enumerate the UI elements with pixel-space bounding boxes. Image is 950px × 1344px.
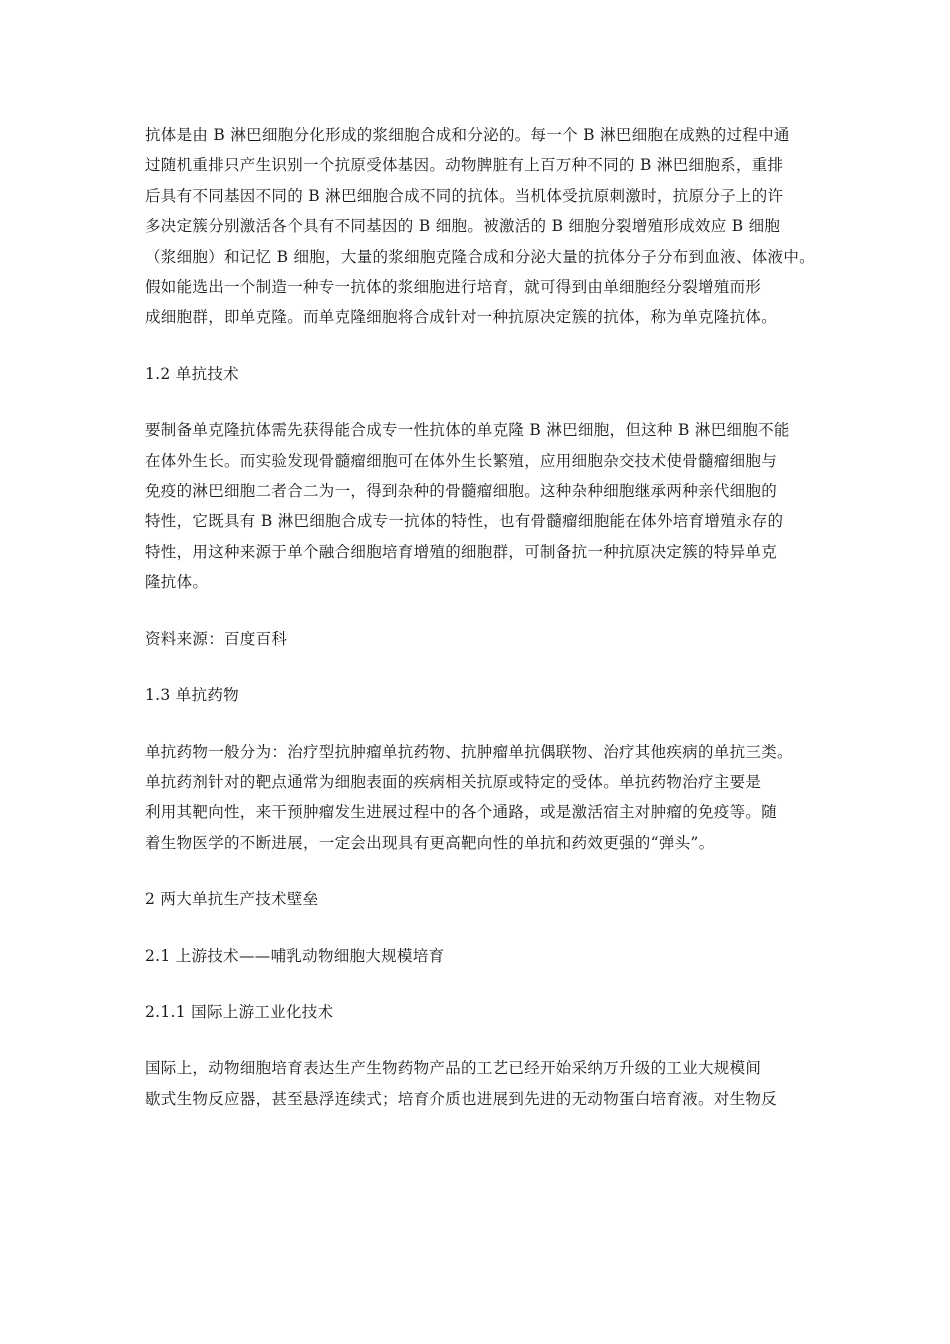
text-line: 免疫的淋巴细胞二者合二为一，得到杂种的骨髓瘤细胞。这种杂种细胞继承两种亲代细胞的 [145,482,778,501]
text-line: 过随机重排只产生识别一个抗原受体基因。动物脾脏有上百万种不同的 B 淋巴细胞系，重排 [145,156,784,175]
section-heading-2-1-1: 2.1.1 国际上游工业化技术 [145,1002,334,1021]
text-line: （浆细胞）和记忆 B 细胞，大量的浆细胞克隆合成和分泌大量的抗体分子分布到血液、体液中。 [145,247,815,266]
section-heading-2-1: 2.1 上游技术——哺乳动物细胞大规模培育 [145,946,445,965]
text-line: 抗体是由 B 淋巴细胞分化形成的浆细胞合成和分泌的。每一个 B 淋巴细胞在成熟的过程中通 [145,126,790,144]
paragraph-mab-technique [145,415,825,597]
text-line: 隆抗体。 [145,573,209,592]
text-line: 利用其靶向性，来干预肿瘤发生进展过程中的各个通路，或是激活宿主对肿瘤的免疫等。随 [145,803,778,822]
text-line: 着生物医学的不断进展，一定会出现具有更高靶向性的单抗和药效更强的“弹头”。 [145,833,715,852]
text-line: 特性，它既具有 B 淋巴细胞合成专一抗体的特性，也有骨髓瘤细胞能在体外培育增殖永存的 [145,512,784,531]
text-line: 要制备单克隆抗体需先获得能合成专一性抗体的单克隆 B 淋巴细胞，但这种 B 淋巴细胞不能 [145,421,790,440]
section-heading-1-3: 1.3 单抗药物 [145,686,239,705]
section-heading-1-2: 1.2 单抗技术 [145,364,239,383]
text-line: 歇式生物反应器，甚至悬浮连续式；培育介质也进展到先进的无动物蛋白培育液。对生物反 [145,1089,778,1108]
source-note: 资料来源：百度百科 [145,629,288,648]
section-heading-2: 2 两大单抗生产技术壁垒 [145,890,319,909]
text-line: 多决定簇分别激活各个具有不同基因的 B 细胞。被激活的 B 细胞分裂增殖形成效应 B 细胞 [145,217,781,236]
text-line: 单抗药物一般分为：治疗型抗肿瘤单抗药物、抗肿瘤单抗偶联物、治疗其他疾病的单抗三类。 [145,742,793,761]
paragraph-upstream-tech [145,1053,825,1114]
paragraph-antibody-origin [145,120,825,333]
text-line: 成细胞群，即单克隆。而单克隆细胞将合成针对一种抗原决定簇的抗体，称为单克隆抗体。 [145,308,778,327]
text-line: 假如能选出一个制造一种专一抗体的浆细胞进行培育，就可得到由单细胞经分裂增殖而形 [145,278,762,297]
paragraph-mab-drugs [145,737,825,859]
text-line: 特性，用这种来源于单个融合细胞培育增殖的细胞群，可制备抗一种抗原决定簇的特异单克 [145,542,778,561]
text-line: 单抗药剂针对的靶点通常为细胞表面的疾病相关抗原或特定的受体。单抗药物治疗主要是 [145,772,762,791]
text-line: 国际上，动物细胞培育表达生产生物药物产品的工艺已经开始采纳万升级的工业大规模间 [145,1059,762,1078]
text-line: 在体外生长。而实验发现骨髓瘤细胞可在体外生长繁殖，应用细胞杂交技术使骨髓瘤细胞与 [145,451,778,470]
text-line: 后具有不同基因不同的 B 淋巴细胞合成不同的抗体。当机体受抗原刺激时，抗原分子上的许 [145,186,784,205]
document-body [145,120,825,1114]
